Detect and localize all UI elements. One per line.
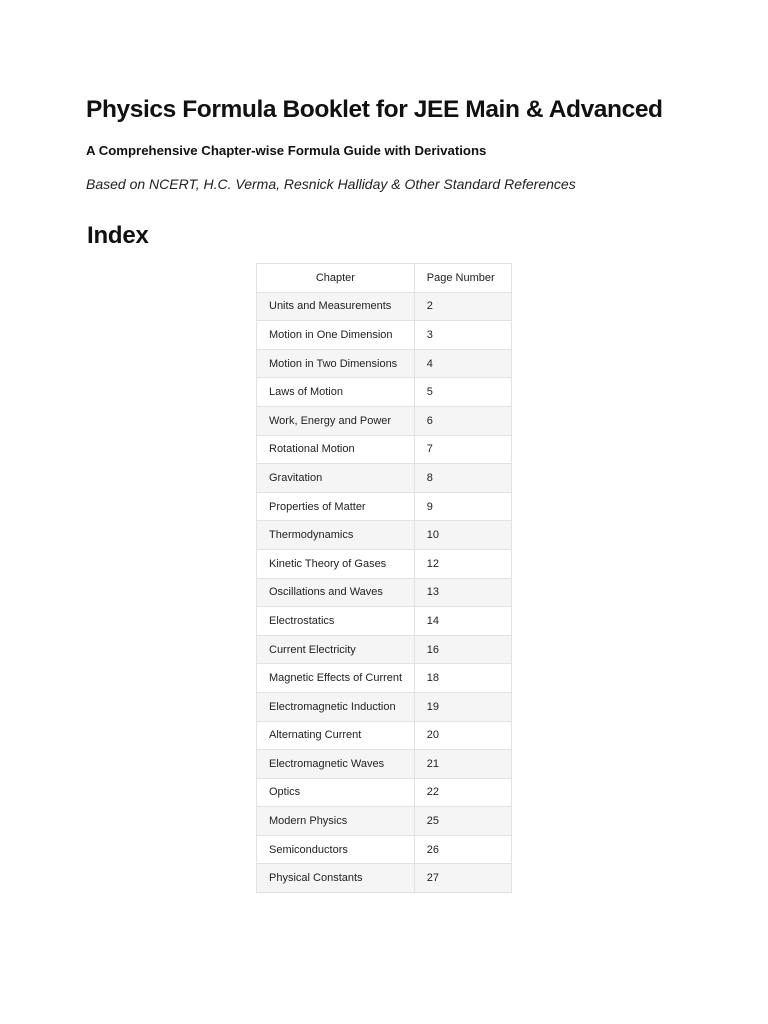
page-number-cell: 6 xyxy=(414,406,511,435)
page-number-cell: 26 xyxy=(414,835,511,864)
page-number-cell: 25 xyxy=(414,807,511,836)
chapter-name-cell: Physical Constants xyxy=(257,864,415,893)
column-header-page-number: Page Number xyxy=(414,264,511,293)
index-table xyxy=(256,263,512,893)
table-row xyxy=(257,835,512,864)
chapter-name-cell: Electromagnetic Induction xyxy=(257,692,415,721)
chapter-name-cell: Gravitation xyxy=(257,464,415,493)
table-row xyxy=(257,406,512,435)
page-number-cell: 20 xyxy=(414,721,511,750)
page-number-cell: 10 xyxy=(414,521,511,550)
chapter-name-cell: Current Electricity xyxy=(257,635,415,664)
table-row xyxy=(257,692,512,721)
table-row xyxy=(257,435,512,464)
table-row xyxy=(257,378,512,407)
chapter-name-cell: Modern Physics xyxy=(257,807,415,836)
chapter-name-cell: Properties of Matter xyxy=(257,492,415,521)
table-row xyxy=(257,807,512,836)
table-row xyxy=(257,864,512,893)
chapter-name-cell: Units and Measurements xyxy=(257,292,415,321)
page-number-cell: 5 xyxy=(414,378,511,407)
page-number-cell: 9 xyxy=(414,492,511,521)
chapter-name-cell: Work, Energy and Power xyxy=(257,406,415,435)
table-row xyxy=(257,635,512,664)
table-row xyxy=(257,549,512,578)
document-subtitle: A Comprehensive Chapter-wise Formula Guide with Derivations xyxy=(86,143,487,158)
page-number-cell: 2 xyxy=(414,292,511,321)
chapter-name-cell: Laws of Motion xyxy=(257,378,415,407)
page-number-cell: 19 xyxy=(414,692,511,721)
table-row xyxy=(257,521,512,550)
chapter-name-cell: Motion in Two Dimensions xyxy=(257,349,415,378)
page-number-cell: 13 xyxy=(414,578,511,607)
chapter-name-cell: Optics xyxy=(257,778,415,807)
chapter-name-cell: Motion in One Dimension xyxy=(257,321,415,350)
table-row xyxy=(257,349,512,378)
page-number-cell: 4 xyxy=(414,349,511,378)
chapter-name-cell: Electrostatics xyxy=(257,607,415,636)
table-row xyxy=(257,578,512,607)
page-number-cell: 22 xyxy=(414,778,511,807)
table-row xyxy=(257,664,512,693)
index-table-header xyxy=(257,264,512,293)
column-header-chapter: Chapter xyxy=(257,264,415,293)
page-number-cell: 14 xyxy=(414,607,511,636)
chapter-name-cell: Alternating Current xyxy=(257,721,415,750)
chapter-name-cell: Thermodynamics xyxy=(257,521,415,550)
document-sources: Based on NCERT, H.C. Verma, Resnick Halliday & Other Standard References xyxy=(86,176,576,192)
page-number-cell: 12 xyxy=(414,549,511,578)
chapter-name-cell: Electromagnetic Waves xyxy=(257,750,415,779)
table-row xyxy=(257,778,512,807)
index-heading: Index xyxy=(87,222,149,249)
page-number-cell: 18 xyxy=(414,664,511,693)
document-title: Physics Formula Booklet for JEE Main & Advanced xyxy=(86,96,663,123)
index-header-row xyxy=(257,264,512,293)
table-row xyxy=(257,721,512,750)
page-number-cell: 16 xyxy=(414,635,511,664)
table-row xyxy=(257,292,512,321)
index-table-body xyxy=(257,292,512,892)
chapter-name-cell: Oscillations and Waves xyxy=(257,578,415,607)
page-number-cell: 3 xyxy=(414,321,511,350)
table-row xyxy=(257,492,512,521)
table-row xyxy=(257,750,512,779)
page-number-cell: 7 xyxy=(414,435,511,464)
page-number-cell: 27 xyxy=(414,864,511,893)
table-row xyxy=(257,321,512,350)
chapter-name-cell: Semiconductors xyxy=(257,835,415,864)
table-row xyxy=(257,464,512,493)
page-number-cell: 21 xyxy=(414,750,511,779)
chapter-name-cell: Rotational Motion xyxy=(257,435,415,464)
chapter-name-cell: Kinetic Theory of Gases xyxy=(257,549,415,578)
page-number-cell: 8 xyxy=(414,464,511,493)
chapter-name-cell: Magnetic Effects of Current xyxy=(257,664,415,693)
table-row xyxy=(257,607,512,636)
